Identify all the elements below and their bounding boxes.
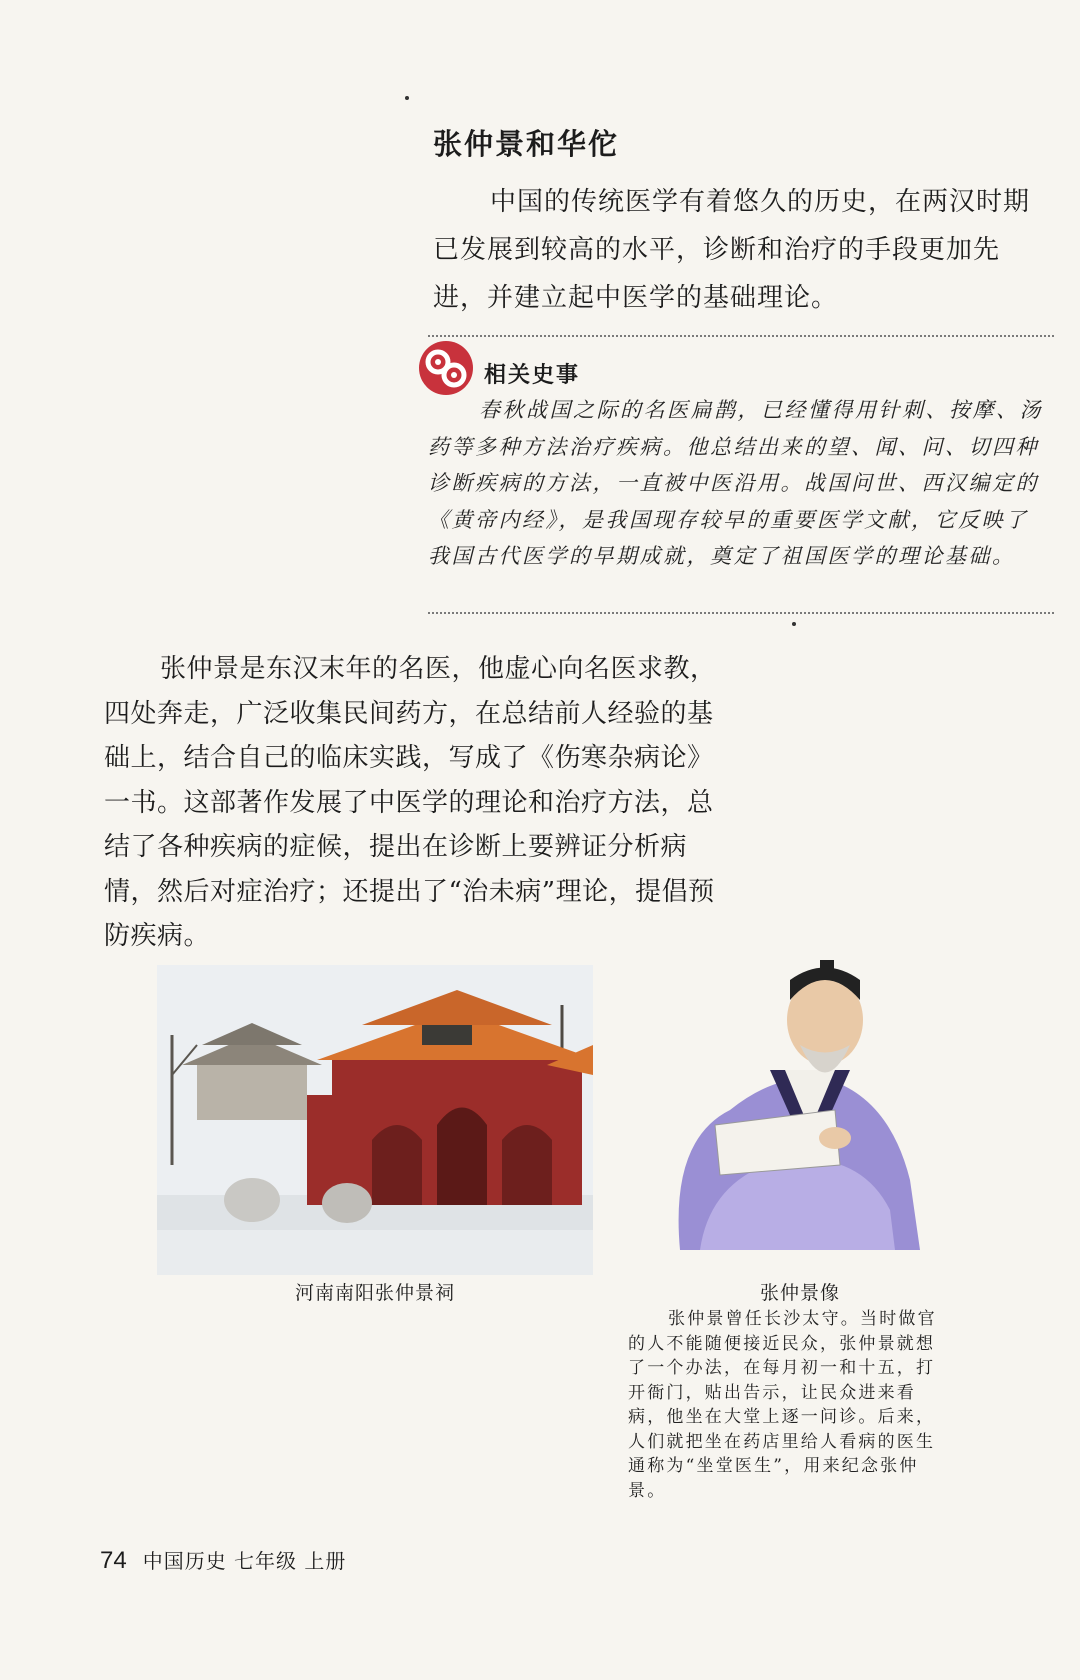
related-top-divider: [428, 335, 1054, 337]
zhang-zhongjing-portrait: [660, 960, 960, 1250]
page-footer: [100, 1545, 346, 1575]
print-speck: [405, 96, 409, 100]
print-speck: [792, 622, 796, 626]
book-title: 中国历史 七年级 上册: [142, 1549, 347, 1573]
related-events-icon: [418, 340, 474, 396]
related-events-body: 春秋战国之际的名医扁鹊，已经懂得用针刺、按摩、汤药等多种方法治疗疾病。他总结出来的望、闻、问、切四种诊断疾病的方法，一直被中医沿用。战国问世、西汉编定的《黄帝内经》，是我国现存较早的重要医学文献，它反映了我国古代医学的早期成就，奠定了祖国医学的理论基础。: [428, 398, 1043, 568]
intro-paragraph: 中国的传统医学有着悠久的历史，在两汉时期已发展到较高的水平，诊断和治疗的手段更加先进，并建立起中医学的基础理论。: [433, 187, 1031, 313]
portrait-caption: 张仲景像: [759, 1282, 840, 1304]
page-number: 74: [100, 1547, 127, 1574]
related-events-title: 相关史事: [484, 363, 581, 388]
section-title: 张仲景和华佗: [433, 127, 620, 161]
temple-photo: [157, 965, 593, 1275]
portrait-note: 张仲景曾任长沙太守。当时做官的人不能随便接近民众，张仲景就想了一个办法，在每月初一和十五，打开衙门，贴出告示，让民众进来看病，他坐在大堂上逐一问诊。后来，人们就把坐在药店里给人看病的医生通称为“坐堂医生”，用来纪念张仲景。: [628, 1309, 937, 1501]
temple-photo-caption: 河南南阳张仲景祠: [294, 1282, 455, 1304]
related-bottom-divider: [428, 612, 1054, 614]
zhang-zhongjing-paragraph: 张仲景是东汉末年的名医，他虚心向名医求教，四处奔走，广泛收集民间药方，在总结前人经验的基础上，结合自己的临床实践，写成了《伤寒杂病论》一书。这部著作发展了中医学的理论和治疗方法，总结了各种疾病的症候，提出在诊断上要辨证分析病情，然后对症治疗；还提出了“治未病”理论，提倡预防疾病。: [104, 654, 717, 951]
